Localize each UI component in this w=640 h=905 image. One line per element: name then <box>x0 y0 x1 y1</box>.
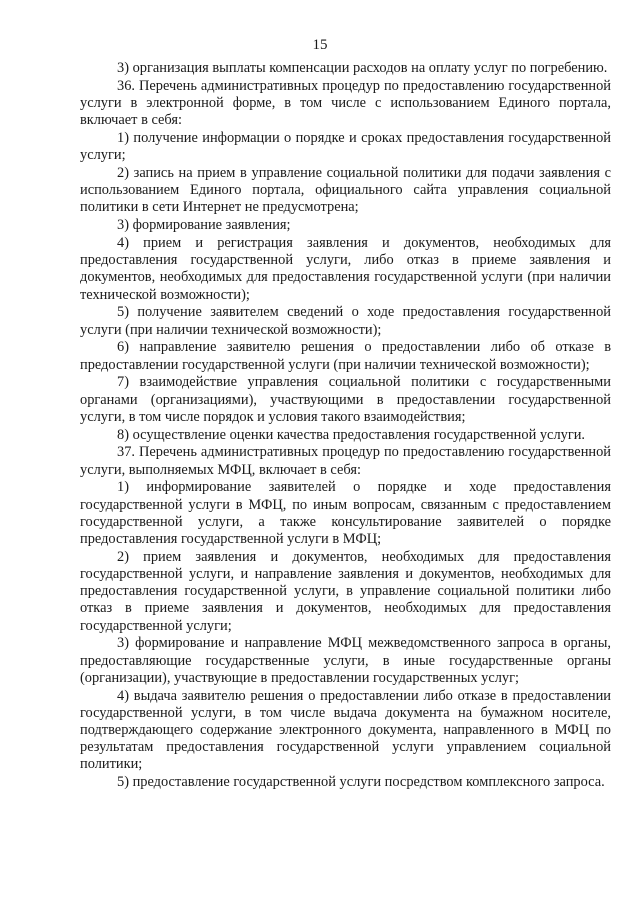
document-body <box>80 60 611 792</box>
paragraph: 37. Перечень административных процедур по предоставлению государственной услуги, выполняемых МФЦ, включает в себя: <box>80 444 611 478</box>
paragraph: 2) прием заявления и документов, необходимых для предоставления государственной услуги, и направление заявления и документов, необходимых для предоставления государственной услуги, в управление социальной политики либо отказ в приеме заявления и документов, необходимых для предоставления государственной услуги; <box>80 548 611 634</box>
paragraph: 3) формирование и направление МФЦ межведомственного запроса в органы, предоставляющие государственные услуги, в иные государственные органы (организации), участвующие в предоставлении государственных услуг; <box>80 635 611 686</box>
paragraph: 7) взаимодействие управления социальной политики с государственными органами (организациями), участвующими в предоставлении государственной услуги, в том числе порядок и условия такого взаимодействия; <box>80 374 611 425</box>
paragraph: 6) направление заявителю решения о предоставлении либо об отказе в предоставлении государственной услуги (при наличии технической возможности); <box>80 339 611 373</box>
page-number: 15 <box>312 37 328 53</box>
paragraph: 3) формирование заявления; <box>117 217 291 234</box>
paragraph: 2) запись на прием в управление социальной политики для подачи заявления с использованием Единого портала, официального сайта управления социальной политики в сети Интернет не предусмотрена; <box>80 165 611 216</box>
paragraph: 1) получение информации о порядке и сроках предоставления государственной услуги; <box>80 130 611 164</box>
paragraph: 36. Перечень административных процедур по предоставлению государственной услуги в электронной форме, в том числе с использованием Единого портала, включает в себя: <box>80 77 611 129</box>
paragraph: 3) организация выплаты компенсации расходов на оплату услуг по погребению. <box>117 60 608 76</box>
paragraph: 8) осуществление оценки качества предоставления государственной услуги. <box>117 426 586 443</box>
paragraph: 5) получение заявителем сведений о ходе предоставления государственной услуги (при наличии технической возможности); <box>80 304 611 338</box>
paragraph: 5) предоставление государственной услуги посредством комплексного запроса. <box>117 774 605 791</box>
paragraph: 1) информирование заявителей о порядке и ходе предоставления государственной услуги в МФЦ, по иным вопросам, связанным с предоставлением государственной услуги, а также консультирование заявителей о порядке предоставления государственной услуги в МФЦ; <box>80 479 611 548</box>
paragraph: 4) прием и регистрация заявления и документов, необходимых для предоставления государственной услуги, либо отказ в приеме заявления и документов, необходимых для предоставления государственной услуги (при наличии технической возможности); <box>80 235 611 303</box>
paragraph: 4) выдача заявителю решения о предоставлении либо отказе в предоставлении государственной услуги, в том числе выдача документа на бумажном носителе, подтверждающего содержание электронного документа, направленного в МФЦ по результатам предоставления государственной услуги управлением социальной политики; <box>80 687 611 773</box>
